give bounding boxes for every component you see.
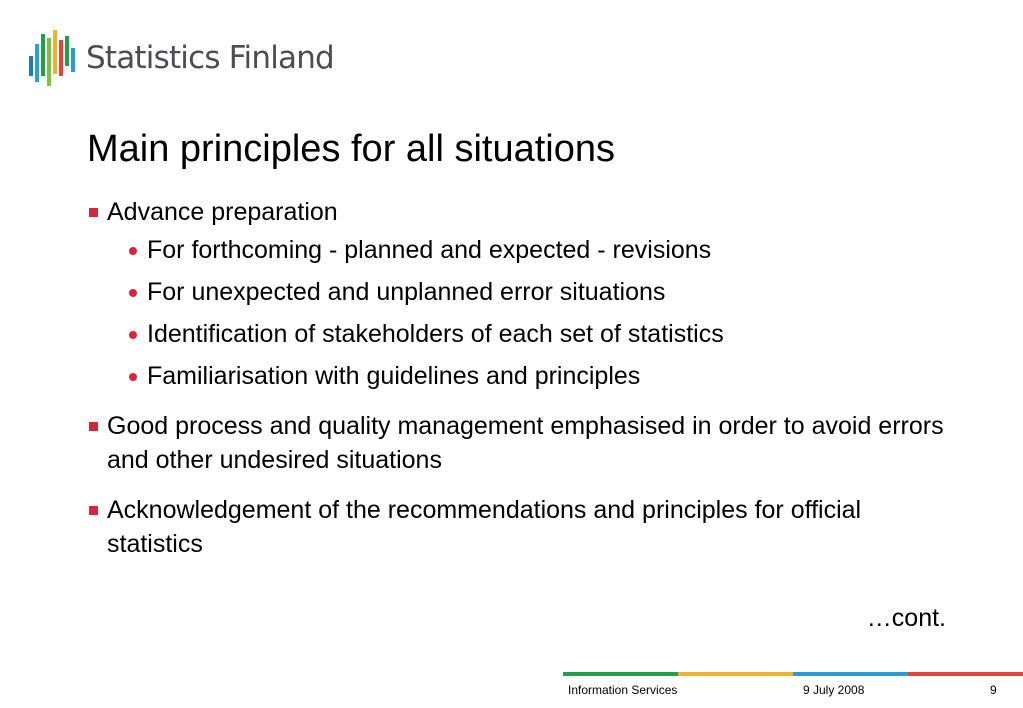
bullet-text: Good process and quality management emphasised in order to avoid errors and other undesired situations	[107, 412, 944, 474]
square-bullet-icon	[89, 208, 98, 217]
footer-page-number: 9	[990, 683, 997, 697]
logo-mark-icon	[28, 28, 78, 90]
round-bullet-icon	[129, 289, 137, 297]
sub-bullet-text: Identification of stakeholders of each set of statistics	[147, 320, 724, 348]
slide-content	[87, 195, 947, 577]
statistics-finland-logo	[28, 28, 358, 90]
round-bullet-icon	[129, 373, 137, 381]
sub-bullet-text: For unexpected and unplanned error situations	[147, 278, 666, 306]
bullet-text: Advance preparation	[107, 198, 338, 226]
bullet-item	[87, 493, 947, 561]
sub-bullet-item	[87, 317, 947, 351]
sub-bullet-item	[87, 359, 947, 393]
slide-title: Main principles for all situations	[87, 128, 616, 170]
bullet-text: Acknowledgement of the recommendations and principles for official statistics	[107, 496, 862, 558]
footer-date: 9 July 2008	[803, 683, 865, 697]
continuation-note: …cont.	[866, 604, 946, 632]
round-bullet-icon	[129, 247, 137, 255]
sub-bullet-text: Familiarisation with guidelines and principles	[147, 362, 641, 390]
sub-bullet-text: For forthcoming - planned and expected - revisions	[147, 236, 712, 264]
footer-color-bar	[563, 672, 1023, 676]
footer-department: Information Services	[568, 683, 678, 697]
logo-text: Statistics Finland	[86, 40, 334, 76]
square-bullet-icon	[89, 506, 98, 515]
sub-bullet-item	[87, 233, 947, 267]
sub-bullet-item	[87, 275, 947, 309]
square-bullet-icon	[89, 422, 98, 431]
round-bullet-icon	[129, 331, 137, 339]
bullet-item	[87, 195, 947, 229]
bullet-item	[87, 409, 947, 477]
